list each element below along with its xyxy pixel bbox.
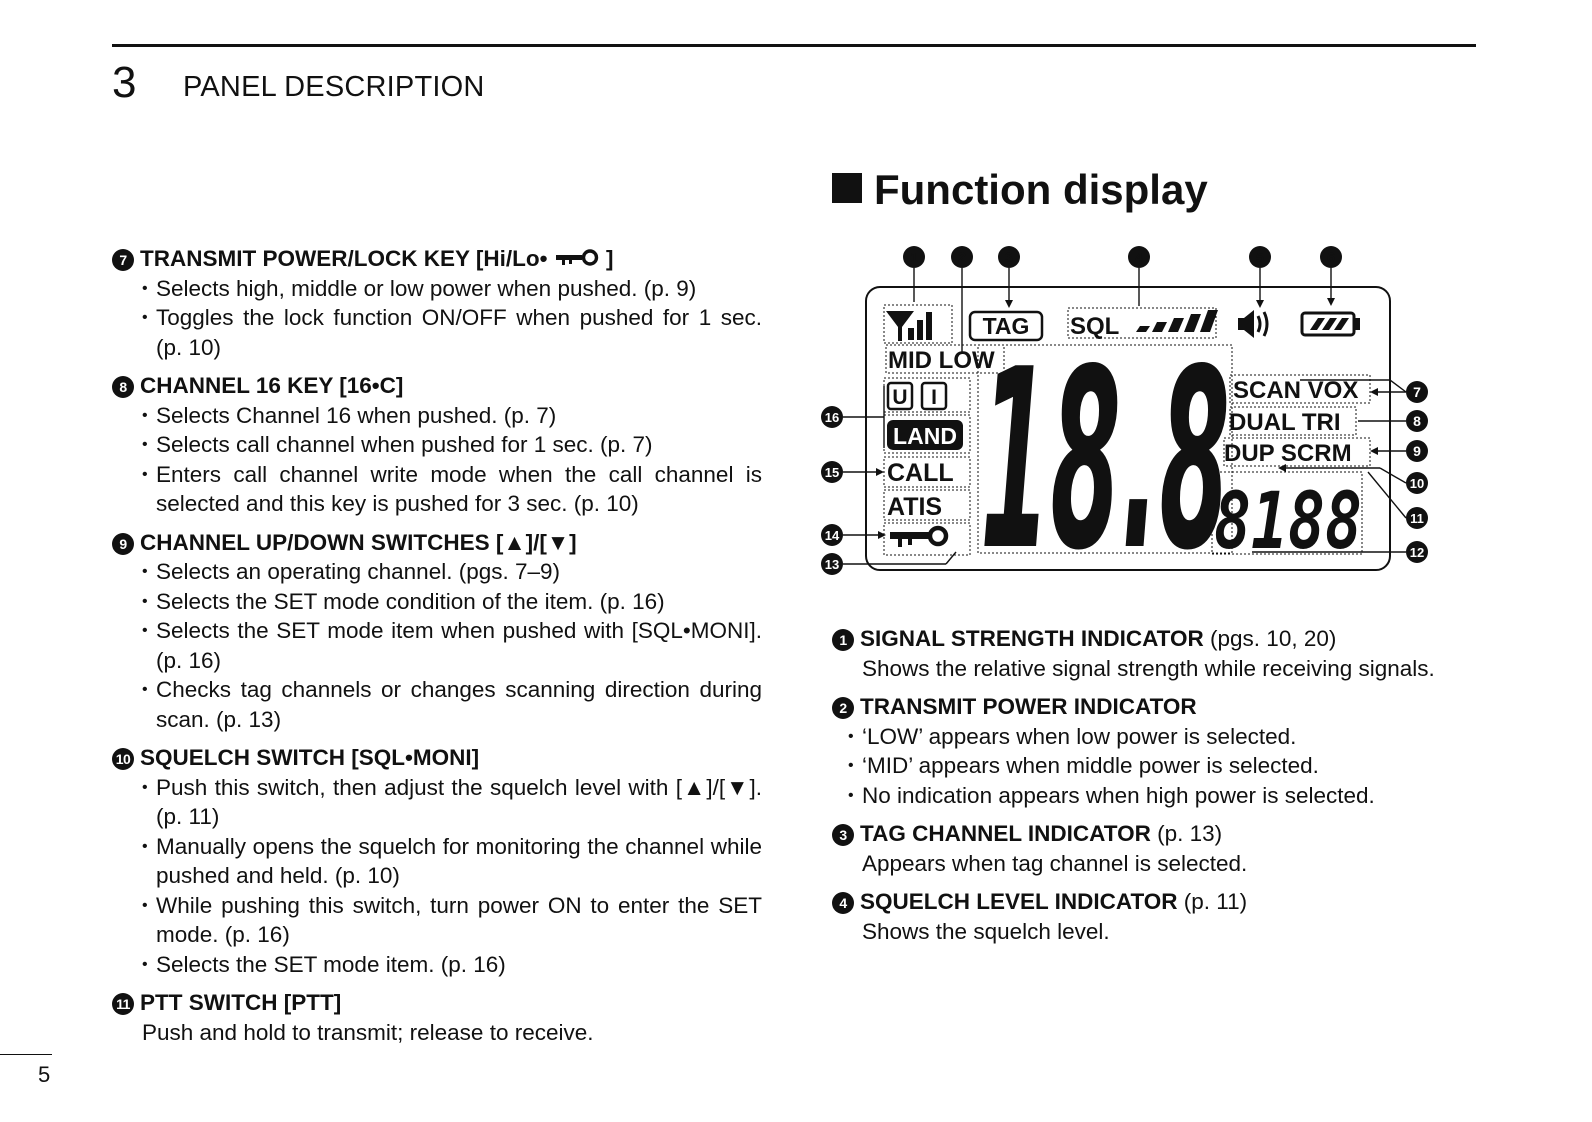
bullet-item: • Selects the SET mode item when pushed with [SQL•MONI]. (p. 16) [112, 616, 762, 675]
bullet-item: • Toggles the lock function ON/OFF when pushed for 1 sec. (p. 10) [112, 303, 762, 362]
lock-key-icon [890, 528, 946, 547]
bullet-item: • Selects call channel when pushed for 1 sec. (p. 7) [112, 430, 762, 460]
item-heading [832, 624, 1492, 654]
bullet-item: • ‘MID’ appears when middle power is selected. [818, 751, 1492, 781]
bullet-item: • Push this switch, then adjust the squelch level with [▲]/[▼]. (p. 11) [112, 773, 762, 832]
callout-7 [1406, 381, 1428, 403]
svg-text:1: 1 [910, 249, 918, 265]
callout-16 [821, 406, 843, 428]
footer-rule [0, 1054, 52, 1055]
tag-indicator: TAG [982, 313, 1030, 339]
svg-text:7: 7 [1413, 384, 1421, 400]
item-channel-up-down [112, 528, 762, 735]
svg-text:9: 9 [1413, 443, 1421, 459]
function-display-diagram [820, 240, 1460, 600]
bullet-item: • Selects Channel 16 when pushed. (p. 7) [112, 401, 762, 431]
dup-scrm-indicator: DUP SCRM [1224, 440, 1352, 467]
callout-12 [1406, 541, 1428, 563]
bullet-item: • Checks tag channels or changes scanning direction during scan. (p. 13) [112, 675, 762, 734]
bullet-item: • Selects high, middle or low power when pushed. (p. 9) [112, 274, 762, 304]
page-number: 5 [38, 1062, 51, 1087]
callout-11 [1406, 507, 1428, 529]
callout-13 [821, 553, 843, 575]
callout-10 [1406, 472, 1428, 494]
svg-text:4: 4 [1135, 249, 1143, 265]
bullet-item: • Manually opens the squelch for monitoring the channel while pushed and held. (p. 10) [112, 832, 762, 891]
item-transmit-power-indicator [832, 692, 1492, 810]
callout-number-badge: 8 [112, 376, 134, 398]
svg-text:15: 15 [824, 465, 840, 480]
item-heading [112, 528, 762, 558]
svg-text:13: 13 [824, 557, 840, 572]
item-tag-channel-indicator [832, 819, 1492, 878]
bullet-item: • Selects the SET mode condition of the item. (p. 16) [112, 587, 762, 617]
item-description: Shows the squelch level. [862, 918, 1110, 944]
svg-text:14: 14 [824, 528, 840, 543]
item-heading [832, 692, 1492, 722]
header-rule [112, 44, 1476, 47]
item-title: SIGNAL STRENGTH INDICATOR [860, 626, 1204, 651]
item-heading [112, 244, 762, 274]
item-title: SQUELCH LEVEL INDICATOR [860, 889, 1178, 914]
scan-vox-indicator: SCAN VOX [1233, 377, 1359, 404]
bullet-item: • No indication appears when high power is selected. [818, 781, 1492, 811]
callout-15 [821, 461, 843, 483]
speaker-icon [1238, 310, 1267, 338]
item-title-end: ] [605, 246, 614, 271]
item-signal-strength [832, 624, 1492, 683]
callout-number-badge: 4 [832, 892, 854, 914]
svg-text:12: 12 [1409, 545, 1425, 560]
chapter-number: 3 [112, 58, 137, 107]
item-channel-16-key [112, 371, 762, 519]
callout-number-badge: 1 [832, 629, 854, 651]
item-title: CHANNEL 16 KEY [16•C] [140, 373, 404, 398]
page-reference: (p. 11) [1183, 889, 1248, 914]
item-heading [112, 988, 762, 1018]
item-title: TRANSMIT POWER/LOCK KEY [Hi/Lo• [140, 246, 548, 271]
section-heading-text: Function display [874, 166, 1208, 213]
item-title: CHANNEL UP/DOWN SWITCHES [▲]/[▼] [140, 529, 577, 555]
callout-3 [998, 246, 1020, 268]
item-squelch-level-indicator [832, 887, 1492, 946]
callout-4 [1128, 246, 1150, 268]
item-heading [832, 887, 1492, 917]
callout-8 [1406, 410, 1428, 432]
chapter-title: PANEL DESCRIPTION [183, 71, 485, 103]
svg-text:3: 3 [1005, 249, 1013, 265]
item-heading [112, 743, 762, 773]
page-reference: (pgs. 10, 20) [1210, 626, 1337, 651]
battery-icon [1302, 313, 1360, 335]
callout-1 [903, 246, 925, 268]
land-indicator: LAND [893, 423, 957, 449]
right-column [832, 624, 1492, 955]
call-indicator: CALL [887, 459, 954, 487]
item-title: TRANSMIT POWER INDICATOR [860, 694, 1197, 719]
svg-text:5: 5 [1256, 249, 1264, 265]
item-description: Shows the relative signal strength while receiving signals. [862, 655, 1435, 681]
channel-number-display: 18.8 [980, 317, 1230, 600]
svg-text:10: 10 [1409, 476, 1425, 491]
item-heading [832, 819, 1492, 849]
svg-text:2: 2 [958, 249, 966, 265]
bullet-item: • While pushing this switch, turn power ON to enter the SET mode. (p. 16) [112, 891, 762, 950]
callout-number-badge: 7 [112, 249, 134, 271]
mid-low-indicator: MID LOW [888, 347, 995, 374]
small-digits-display: 8188 [1214, 477, 1362, 567]
key-icon [554, 249, 600, 267]
bullet-item: • Selects an operating channel. (pgs. 7–9) [112, 557, 762, 587]
svg-text:16: 16 [824, 410, 840, 425]
callout-number-badge: 10 [112, 748, 134, 770]
item-description: Appears when tag channel is selected. [862, 850, 1248, 876]
svg-text:11: 11 [1410, 511, 1424, 526]
i-indicator: I [931, 386, 937, 409]
item-ptt-switch [112, 988, 762, 1047]
item-title: TAG CHANNEL INDICATOR [860, 821, 1151, 846]
item-heading [112, 371, 762, 401]
left-column [112, 244, 762, 1056]
callout-6 [1320, 246, 1342, 268]
item-title: SQUELCH SWITCH [SQL•MONI] [140, 745, 480, 770]
bullet-item: • ‘LOW’ appears when low power is selected. [818, 722, 1492, 752]
bullet-item: • Selects the SET mode item. (p. 16) [112, 950, 762, 980]
callout-5 [1249, 246, 1271, 268]
u-indicator: U [892, 386, 908, 409]
svg-text:8: 8 [1413, 413, 1421, 429]
signal-strength-icon [888, 312, 932, 340]
item-title: PTT SWITCH [PTT] [140, 990, 342, 1015]
page-reference: (p. 13) [1157, 821, 1223, 846]
item-description: Push and hold to transmit; release to receive. [142, 1019, 594, 1045]
item-squelch-switch [112, 743, 762, 979]
channel-digits [980, 317, 1230, 600]
item-transmit-power-lock [112, 244, 762, 362]
callout-number-badge: 9 [112, 533, 134, 555]
callout-number-badge: 11 [112, 993, 134, 1015]
callout-14 [821, 524, 843, 546]
callout-number-badge: 3 [832, 824, 854, 846]
callout-9 [1406, 440, 1428, 462]
callout-number-badge: 2 [832, 697, 854, 719]
dual-tri-indicator: DUAL TRI [1229, 409, 1341, 436]
square-bullet-icon [832, 173, 862, 203]
sql-label: SQL [1070, 313, 1120, 340]
svg-text:6: 6 [1327, 249, 1335, 265]
callout-2 [951, 246, 973, 268]
section-heading [832, 166, 1208, 214]
atis-indicator: ATIS [887, 493, 943, 521]
bullet-item: • Enters call channel write mode when the call channel is selected and this key is pushed for 3 sec. (p. 10) [112, 460, 762, 519]
